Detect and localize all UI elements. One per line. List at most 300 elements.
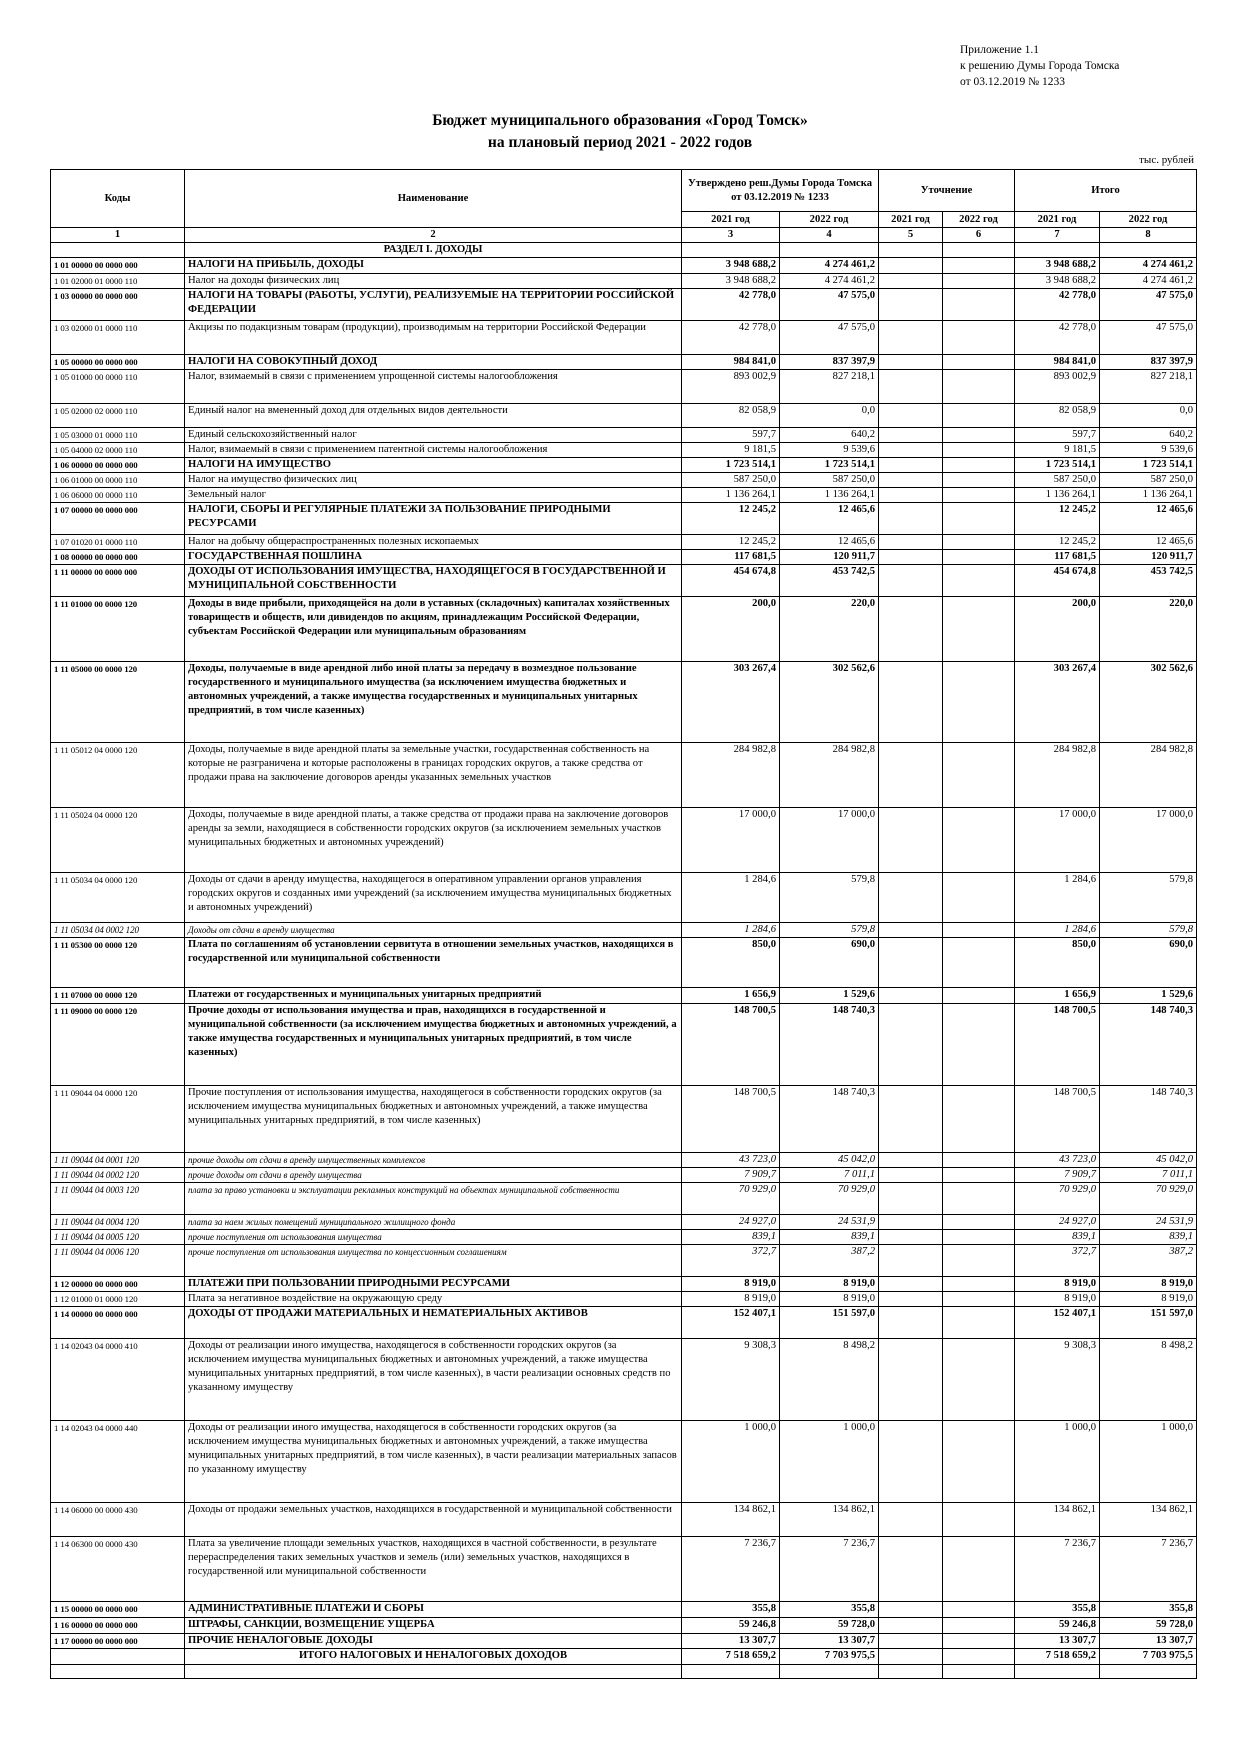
clarification-2022 (943, 1277, 1015, 1292)
row-name: ПЛАТЕЖИ ПРИ ПОЛЬЗОВАНИИ ПРИРОДНЫМИ РЕСУРСАМИ (185, 1277, 682, 1292)
total-2021: 1 000,0 (1015, 1421, 1100, 1503)
empty-cell (1015, 243, 1100, 258)
budget-table (50, 169, 1197, 1679)
total-2022: 120 911,7 (1100, 550, 1197, 565)
approved-2021: 893 002,9 (682, 370, 780, 404)
header-year: 2021 год (682, 212, 780, 228)
total-2022: 134 862,1 (1100, 1503, 1197, 1537)
approved-2022: 7 236,7 (780, 1537, 879, 1602)
clarification-2022 (943, 458, 1015, 473)
table-row (51, 1277, 1197, 1292)
total-2022: 453 742,5 (1100, 565, 1197, 597)
header-approved: Утверждено реш.Думы Города Томска от 03.12.2019 № 1233 (682, 170, 879, 212)
row-code: 1 03 00000 00 0000 000 (51, 289, 185, 321)
row-name: НАЛОГИ НА СОВОКУПНЫЙ ДОХОД (185, 355, 682, 370)
total-2021: 148 700,5 (1015, 1086, 1100, 1153)
approved-2022: 579,8 (780, 873, 879, 923)
total-2021: 12 245,2 (1015, 503, 1100, 535)
clarification-2021 (879, 1215, 943, 1230)
approved-2021: 17 000,0 (682, 808, 780, 873)
approved-2021: 1 000,0 (682, 1421, 780, 1503)
total-2021: 3 948 688,2 (1015, 274, 1100, 289)
approved-2021: 8 919,0 (682, 1292, 780, 1307)
table-row (51, 550, 1197, 565)
header-name: Наименование (185, 170, 682, 228)
row-name: НАЛОГИ НА ПРИБЫЛЬ, ДОХОДЫ (185, 258, 682, 274)
table-row (51, 1634, 1197, 1649)
clarification-2021 (879, 1230, 943, 1245)
approved-2022: 4 274 461,2 (780, 258, 879, 274)
row-code: 1 12 01000 01 0000 120 (51, 1292, 185, 1307)
empty-cell (879, 243, 943, 258)
row-name: плата за право установки и эксплуатации рекламных конструкций на объектах муниципальной собственности (185, 1183, 682, 1215)
total-2021 (1015, 1665, 1100, 1679)
row-name: ДОХОДЫ ОТ ПРОДАЖИ МАТЕРИАЛЬНЫХ И НЕМАТЕРИАЛЬНЫХ АКТИВОВ (185, 1307, 682, 1339)
row-code: 1 06 01000 00 0000 110 (51, 473, 185, 488)
total-2022: 220,0 (1100, 597, 1197, 662)
total-2021: 8 919,0 (1015, 1292, 1100, 1307)
approved-2021: 587 250,0 (682, 473, 780, 488)
table-row (51, 597, 1197, 662)
row-name: Доходы в виде прибыли, приходящейся на доли в уставных (складочных) капиталах хозяйственных товариществ и обществ, или дивидендов по акциям, принадлежащим Российской Федерации, субъектам Российской Федерации или муниципальным образованиям (185, 597, 682, 662)
clarification-2022 (943, 321, 1015, 355)
approved-2021: 839,1 (682, 1230, 780, 1245)
table-row (51, 1230, 1197, 1245)
clarification-2022 (943, 1339, 1015, 1421)
clarification-2021 (879, 873, 943, 923)
row-code: 1 14 06000 00 0000 430 (51, 1503, 185, 1537)
clarification-2022 (943, 873, 1015, 923)
table-row (51, 1649, 1197, 1665)
clarification-2022 (943, 743, 1015, 808)
table-row (51, 488, 1197, 503)
row-name: Прочие доходы от использования имущества и прав, находящихся в государственной и муниципальной собственности (за исключением имущества бюджетных и автономных учреждений, а также имущества государственных и муниципальных унитарных предприятий, в том числе казенных) (185, 1004, 682, 1086)
approved-2022: 134 862,1 (780, 1503, 879, 1537)
total-2021: 284 982,8 (1015, 743, 1100, 808)
row-code: 1 11 01000 00 0000 120 (51, 597, 185, 662)
table-row (51, 938, 1197, 988)
row-name: прочие поступления от использования имущества (185, 1230, 682, 1245)
row-name: Налог на имущество физических лиц (185, 473, 682, 488)
clarification-2022 (943, 1168, 1015, 1183)
total-2022: 579,8 (1100, 873, 1197, 923)
approved-2022: 4 274 461,2 (780, 274, 879, 289)
approved-2021: 372,7 (682, 1245, 780, 1277)
total-2022: 690,0 (1100, 938, 1197, 988)
total-2021: 24 927,0 (1015, 1215, 1100, 1230)
total-2021: 59 246,8 (1015, 1618, 1100, 1634)
total-2022: 827 218,1 (1100, 370, 1197, 404)
total-2022: 839,1 (1100, 1230, 1197, 1245)
clarification-2022 (943, 289, 1015, 321)
clarification-2021 (879, 1292, 943, 1307)
approved-2022: 24 531,9 (780, 1215, 879, 1230)
clarification-2022 (943, 355, 1015, 370)
section-row (51, 243, 1197, 258)
table-row (51, 428, 1197, 443)
total-2021: 42 778,0 (1015, 289, 1100, 321)
total-2021: 9 181,5 (1015, 443, 1100, 458)
approved-2022: 453 742,5 (780, 565, 879, 597)
row-name: ПРОЧИЕ НЕНАЛОГОВЫЕ ДОХОДЫ (185, 1634, 682, 1649)
approved-2021: 850,0 (682, 938, 780, 988)
row-name: НАЛОГИ НА ИМУЩЕСТВО (185, 458, 682, 473)
row-code: 1 11 07000 00 0000 120 (51, 988, 185, 1004)
clarification-2021 (879, 370, 943, 404)
table-row (51, 1183, 1197, 1215)
table-row (51, 1339, 1197, 1421)
clarification-2021 (879, 550, 943, 565)
approved-2021: 42 778,0 (682, 289, 780, 321)
clarification-2022 (943, 1602, 1015, 1618)
section-title: РАЗДЕЛ I. ДОХОДЫ (185, 243, 682, 258)
appendix-line: к решению Думы Города Томска (960, 60, 1120, 72)
document-title: Бюджет муниципального образования «Город Томск» (432, 112, 808, 129)
total-2022: 579,8 (1100, 923, 1197, 938)
approved-2022: 8 919,0 (780, 1277, 879, 1292)
clarification-2022 (943, 1230, 1015, 1245)
table-row (51, 1537, 1197, 1602)
table-row (51, 1245, 1197, 1277)
approved-2022: 827 218,1 (780, 370, 879, 404)
clarification-2022 (943, 923, 1015, 938)
approved-2021: 7 518 659,2 (682, 1649, 780, 1665)
row-code: 1 14 06300 00 0000 430 (51, 1537, 185, 1602)
table-row (51, 743, 1197, 808)
header-year: 2022 год (780, 212, 879, 228)
approved-2022: 355,8 (780, 1602, 879, 1618)
approved-2021: 82 058,9 (682, 404, 780, 428)
table-row (51, 289, 1197, 321)
clarification-2021 (879, 1183, 943, 1215)
total-2022: 47 575,0 (1100, 321, 1197, 355)
approved-2021: 355,8 (682, 1602, 780, 1618)
table-row (51, 1665, 1197, 1679)
row-code: 1 11 09044 04 0002 120 (51, 1168, 185, 1183)
row-name: прочие доходы от сдачи в аренду имущества (185, 1168, 682, 1183)
total-2021: 893 002,9 (1015, 370, 1100, 404)
empty-cell (1100, 243, 1197, 258)
approved-2021: 7 909,7 (682, 1168, 780, 1183)
total-2021: 1 136 264,1 (1015, 488, 1100, 503)
clarification-2021 (879, 1339, 943, 1421)
row-code: 1 17 00000 00 0000 000 (51, 1634, 185, 1649)
total-2021: 8 919,0 (1015, 1277, 1100, 1292)
clarification-2022 (943, 428, 1015, 443)
clarification-2021 (879, 1665, 943, 1679)
approved-2021: 984 841,0 (682, 355, 780, 370)
clarification-2022 (943, 1307, 1015, 1339)
clarification-2022 (943, 258, 1015, 274)
row-name: АДМИНИСТРАТИВНЫЕ ПЛАТЕЖИ И СБОРЫ (185, 1602, 682, 1618)
approved-2022: 579,8 (780, 923, 879, 938)
clarification-2022 (943, 1634, 1015, 1649)
table-row (51, 274, 1197, 289)
approved-2021: 117 681,5 (682, 550, 780, 565)
total-2021: 70 929,0 (1015, 1183, 1100, 1215)
header-codes: Коды (51, 170, 185, 228)
approved-2021: 12 245,2 (682, 503, 780, 535)
total-2022: 1 723 514,1 (1100, 458, 1197, 473)
total-2022: 387,2 (1100, 1245, 1197, 1277)
approved-2021: 597,7 (682, 428, 780, 443)
row-code: 1 05 01000 00 0000 110 (51, 370, 185, 404)
section-code-cell (51, 243, 185, 258)
approved-2022: 8 498,2 (780, 1339, 879, 1421)
clarification-2022 (943, 1649, 1015, 1665)
clarification-2021 (879, 1421, 943, 1503)
row-code: 1 15 00000 00 0000 000 (51, 1602, 185, 1618)
total-2021: 82 058,9 (1015, 404, 1100, 428)
total-2021: 1 723 514,1 (1015, 458, 1100, 473)
approved-2022: 0,0 (780, 404, 879, 428)
row-name: Доходы от реализации иного имущества, находящегося в собственности городских округов (за исключением имущества муниципальных бюджетных и автономных учреждений, а также имущества муниципальных унитарных предприятий, в том числе казенных), в части реализации материальных запасов по указанному имуществу (185, 1421, 682, 1503)
row-name: Доходы, получаемые в виде арендной платы за земельные участки, государственная собственность на которые не разграничена и которые расположены в границах городских округов, а также средства от продажи права на заключение договоров аренды указанных земельных участков (185, 743, 682, 808)
total-2021: 43 723,0 (1015, 1153, 1100, 1168)
row-name: ГОСУДАРСТВЕННАЯ ПОШЛИНА (185, 550, 682, 565)
row-code: 1 06 06000 00 0000 110 (51, 488, 185, 503)
approved-2021: 42 778,0 (682, 321, 780, 355)
total-2021: 587 250,0 (1015, 473, 1100, 488)
row-code: 1 05 04000 02 0000 110 (51, 443, 185, 458)
total-2022: 9 539,6 (1100, 443, 1197, 458)
approved-2021: 454 674,8 (682, 565, 780, 597)
row-name: Доходы от сдачи в аренду имущества, находящегося в оперативном управлении органов управления городских округов и созданных ими учреждений (за исключением имущества муниципальных бюджетных и автономных учреждений) (185, 873, 682, 923)
clarification-2022 (943, 1004, 1015, 1086)
total-2021: 9 308,3 (1015, 1339, 1100, 1421)
total-2022: 8 919,0 (1100, 1292, 1197, 1307)
empty-cell (943, 243, 1015, 258)
total-2021: 850,0 (1015, 938, 1100, 988)
total-2022: 4 274 461,2 (1100, 274, 1197, 289)
table-row (51, 1618, 1197, 1634)
row-code: 1 08 00000 00 0000 000 (51, 550, 185, 565)
total-2022: 45 042,0 (1100, 1153, 1197, 1168)
total-2021: 12 245,2 (1015, 535, 1100, 550)
total-2021: 1 284,6 (1015, 923, 1100, 938)
clarification-2021 (879, 662, 943, 743)
clarification-2022 (943, 1153, 1015, 1168)
total-2022: 355,8 (1100, 1602, 1197, 1618)
clarification-2021 (879, 988, 943, 1004)
empty-cell (682, 243, 780, 258)
table-row (51, 1215, 1197, 1230)
approved-2022: 302 562,6 (780, 662, 879, 743)
approved-2022: 13 307,7 (780, 1634, 879, 1649)
row-name: Плата за негативное воздействие на окружающую среду (185, 1292, 682, 1307)
clarification-2022 (943, 1183, 1015, 1215)
table-row (51, 1153, 1197, 1168)
approved-2022: 47 575,0 (780, 321, 879, 355)
row-name: плата за наем жилых помещений муниципального жилищного фонда (185, 1215, 682, 1230)
row-code: 1 03 02000 01 0000 110 (51, 321, 185, 355)
approved-2022: 640,2 (780, 428, 879, 443)
budget-table-body (51, 243, 1197, 1679)
row-code: 1 14 02043 04 0000 440 (51, 1421, 185, 1503)
table-row (51, 808, 1197, 873)
approved-2022 (780, 1665, 879, 1679)
approved-2022: 690,0 (780, 938, 879, 988)
clarification-2021 (879, 938, 943, 988)
approved-2021: 9 181,5 (682, 443, 780, 458)
row-code (51, 1649, 185, 1665)
clarification-2021 (879, 1503, 943, 1537)
approved-2021: 8 919,0 (682, 1277, 780, 1292)
total-2022: 1 529,6 (1100, 988, 1197, 1004)
row-name: Прочие поступления от использования имущества, находящегося в собственности городских округов (за исключением имущества муниципальных бюджетных и автономных учреждений, а также имущества муниципальных унитарных предприятий, в том числе казенных) (185, 1086, 682, 1153)
approved-2021: 59 246,8 (682, 1618, 780, 1634)
row-code: 1 11 09044 04 0000 120 (51, 1086, 185, 1153)
clarification-2021 (879, 535, 943, 550)
table-row (51, 1307, 1197, 1339)
total-2022: 0,0 (1100, 404, 1197, 428)
approved-2021: 1 284,6 (682, 923, 780, 938)
approved-2022: 120 911,7 (780, 550, 879, 565)
total-2021: 7 909,7 (1015, 1168, 1100, 1183)
approved-2022: 839,1 (780, 1230, 879, 1245)
clarification-2022 (943, 597, 1015, 662)
total-2022: 8 498,2 (1100, 1339, 1197, 1421)
appendix-note (960, 42, 1119, 90)
clarification-2022 (943, 404, 1015, 428)
clarification-2021 (879, 923, 943, 938)
total-2021: 984 841,0 (1015, 355, 1100, 370)
clarification-2021 (879, 473, 943, 488)
row-code: 1 11 09044 04 0001 120 (51, 1153, 185, 1168)
clarification-2021 (879, 1245, 943, 1277)
clarification-2021 (879, 289, 943, 321)
clarification-2021 (879, 1307, 943, 1339)
approved-2022: 45 042,0 (780, 1153, 879, 1168)
row-code: 1 11 00000 00 0000 000 (51, 565, 185, 597)
approved-2021: 1 656,9 (682, 988, 780, 1004)
total-2022: 1 136 264,1 (1100, 488, 1197, 503)
row-name: НАЛОГИ, СБОРЫ И РЕГУЛЯРНЫЕ ПЛАТЕЖИ ЗА ПОЛЬЗОВАНИЕ ПРИРОДНЫМИ РЕСУРСАМИ (185, 503, 682, 535)
clarification-2021 (879, 1168, 943, 1183)
clarification-2021 (879, 1153, 943, 1168)
column-number: 4 (780, 228, 879, 243)
total-2022: 7 236,7 (1100, 1537, 1197, 1602)
total-2022: 70 929,0 (1100, 1183, 1197, 1215)
approved-2022: 284 982,8 (780, 743, 879, 808)
clarification-2022 (943, 503, 1015, 535)
row-name: Плата за увеличение площади земельных участков, находящихся в частной собственности, в результате перераспределения таких земельных участков и земель (или) земельных участков, находящихся в государственной или муниципальной собственности (185, 1537, 682, 1602)
table-row (51, 443, 1197, 458)
approved-2021: 148 700,5 (682, 1086, 780, 1153)
total-2021: 152 407,1 (1015, 1307, 1100, 1339)
total-2022: 4 274 461,2 (1100, 258, 1197, 274)
row-code: 1 11 05012 04 0000 120 (51, 743, 185, 808)
table-row (51, 458, 1197, 473)
row-name: Единый сельскохозяйственный налог (185, 428, 682, 443)
clarification-2021 (879, 355, 943, 370)
row-name: Плата по соглашениям об установлении сервитута в отношении земельных участков, находящихся в государственной или муниципальной собственности (185, 938, 682, 988)
clarification-2021 (879, 808, 943, 873)
total-2022: 12 465,6 (1100, 503, 1197, 535)
clarification-2021 (879, 488, 943, 503)
row-name: Доходы от реализации иного имущества, находящегося в собственности городских округов (за исключением имущества муниципальных бюджетных и автономных учреждений, а также имущества муниципальных унитарных предприятий, в том числе казенных), в части реализации основных средств по указанному имуществу (185, 1339, 682, 1421)
row-code: 1 06 00000 00 0000 000 (51, 458, 185, 473)
approved-2022: 8 919,0 (780, 1292, 879, 1307)
clarification-2021 (879, 1602, 943, 1618)
row-code: 1 11 05024 04 0000 120 (51, 808, 185, 873)
approved-2022: 587 250,0 (780, 473, 879, 488)
header-total: Итого (1015, 170, 1197, 212)
table-row (51, 1503, 1197, 1537)
total-2022: 302 562,6 (1100, 662, 1197, 743)
total-2022: 24 531,9 (1100, 1215, 1197, 1230)
approved-2022: 151 597,0 (780, 1307, 879, 1339)
total-2021: 1 656,9 (1015, 988, 1100, 1004)
column-number: 2 (185, 228, 682, 243)
row-code: 1 11 09044 04 0005 120 (51, 1230, 185, 1245)
approved-2021: 148 700,5 (682, 1004, 780, 1086)
row-code: 1 16 00000 00 0000 000 (51, 1618, 185, 1634)
table-row (51, 1292, 1197, 1307)
clarification-2021 (879, 1086, 943, 1153)
row-code: 1 11 05034 04 0000 120 (51, 873, 185, 923)
row-code: 1 14 00000 00 0000 000 (51, 1307, 185, 1339)
clarification-2021 (879, 428, 943, 443)
clarification-2021 (879, 1618, 943, 1634)
total-2021: 839,1 (1015, 1230, 1100, 1245)
row-code: 1 01 02000 01 0000 110 (51, 274, 185, 289)
approved-2021 (682, 1665, 780, 1679)
approved-2021: 134 862,1 (682, 1503, 780, 1537)
clarification-2022 (943, 988, 1015, 1004)
clarification-2021 (879, 1004, 943, 1086)
clarification-2021 (879, 258, 943, 274)
clarification-2022 (943, 662, 1015, 743)
row-name: Налог, взимаемый в связи с применением патентной системы налогообложения (185, 443, 682, 458)
clarification-2021 (879, 1537, 943, 1602)
header-year: 2021 год (1015, 212, 1100, 228)
column-numbers-row (51, 228, 1197, 243)
header-row (51, 170, 1197, 212)
approved-2022: 837 397,9 (780, 355, 879, 370)
clarification-2022 (943, 808, 1015, 873)
clarification-2022 (943, 1503, 1015, 1537)
row-code: 1 07 00000 00 0000 000 (51, 503, 185, 535)
row-name: Доходы, получаемые в виде арендной либо иной платы за передачу в возмездное пользование государственного и муниципального имущества (за исключением имущества бюджетных и автономных учреждений, а также имущества государственных и муниципальных унитарных предприятий, в том числе казенных) (185, 662, 682, 743)
total-2021: 42 778,0 (1015, 321, 1100, 355)
row-name: Земельный налог (185, 488, 682, 503)
clarification-2022 (943, 1665, 1015, 1679)
table-row (51, 565, 1197, 597)
approved-2022: 1 529,6 (780, 988, 879, 1004)
approved-2022: 1 136 264,1 (780, 488, 879, 503)
clarification-2022 (943, 370, 1015, 404)
clarification-2021 (879, 565, 943, 597)
total-2022: 640,2 (1100, 428, 1197, 443)
row-code: 1 11 09044 04 0003 120 (51, 1183, 185, 1215)
clarification-2022 (943, 1421, 1015, 1503)
clarification-2021 (879, 404, 943, 428)
row-name: прочие поступления от использования имущества по концессионным соглашениям (185, 1245, 682, 1277)
approved-2021: 3 948 688,2 (682, 274, 780, 289)
table-row (51, 988, 1197, 1004)
total-2022: 7 703 975,5 (1100, 1649, 1197, 1665)
clarification-2022 (943, 1086, 1015, 1153)
clarification-2022 (943, 1292, 1015, 1307)
row-code: 1 14 02043 04 0000 410 (51, 1339, 185, 1421)
total-2021: 7 518 659,2 (1015, 1649, 1100, 1665)
approved-2022: 7 703 975,5 (780, 1649, 879, 1665)
document-subtitle: на плановый период 2021 - 2022 годов (487, 134, 753, 151)
total-2022: 148 740,3 (1100, 1086, 1197, 1153)
total-2021: 454 674,8 (1015, 565, 1100, 597)
approved-2022: 148 740,3 (780, 1004, 879, 1086)
